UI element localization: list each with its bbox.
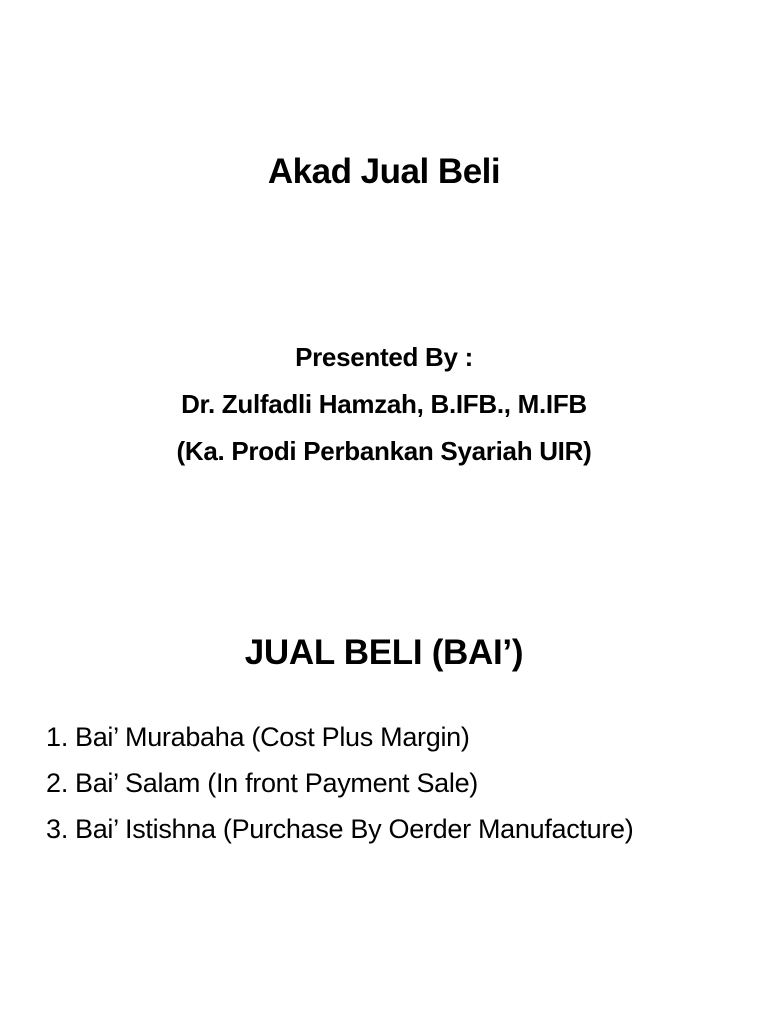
presented-by-label: Presented By :	[295, 342, 473, 372]
presenter-affiliation: (Ka. Prodi Perbankan Syariah UIR)	[176, 436, 592, 466]
slide-title: Akad Jual Beli	[267, 152, 501, 191]
bai-list	[46, 717, 736, 855]
list-item-number: 3.	[46, 814, 69, 844]
list-item	[46, 809, 736, 849]
list-item-number: 2.	[46, 768, 69, 798]
list-item	[46, 763, 736, 803]
section-heading: JUAL BELI (BAI’)	[244, 633, 524, 672]
list-item-text: Bai’ Istishna (Purchase By Oerder Manufacture)	[75, 814, 634, 844]
list-item-text: Bai’ Murabaha (Cost Plus Margin)	[75, 722, 470, 752]
list-item-text: Bai’ Salam (In front Payment Sale)	[75, 768, 478, 798]
list-item-number: 1.	[46, 722, 69, 752]
presenter-block	[0, 334, 768, 475]
list-item	[46, 717, 736, 757]
presenter-name: Dr. Zulfadli Hamzah, B.IFB., M.IFB	[181, 389, 587, 419]
